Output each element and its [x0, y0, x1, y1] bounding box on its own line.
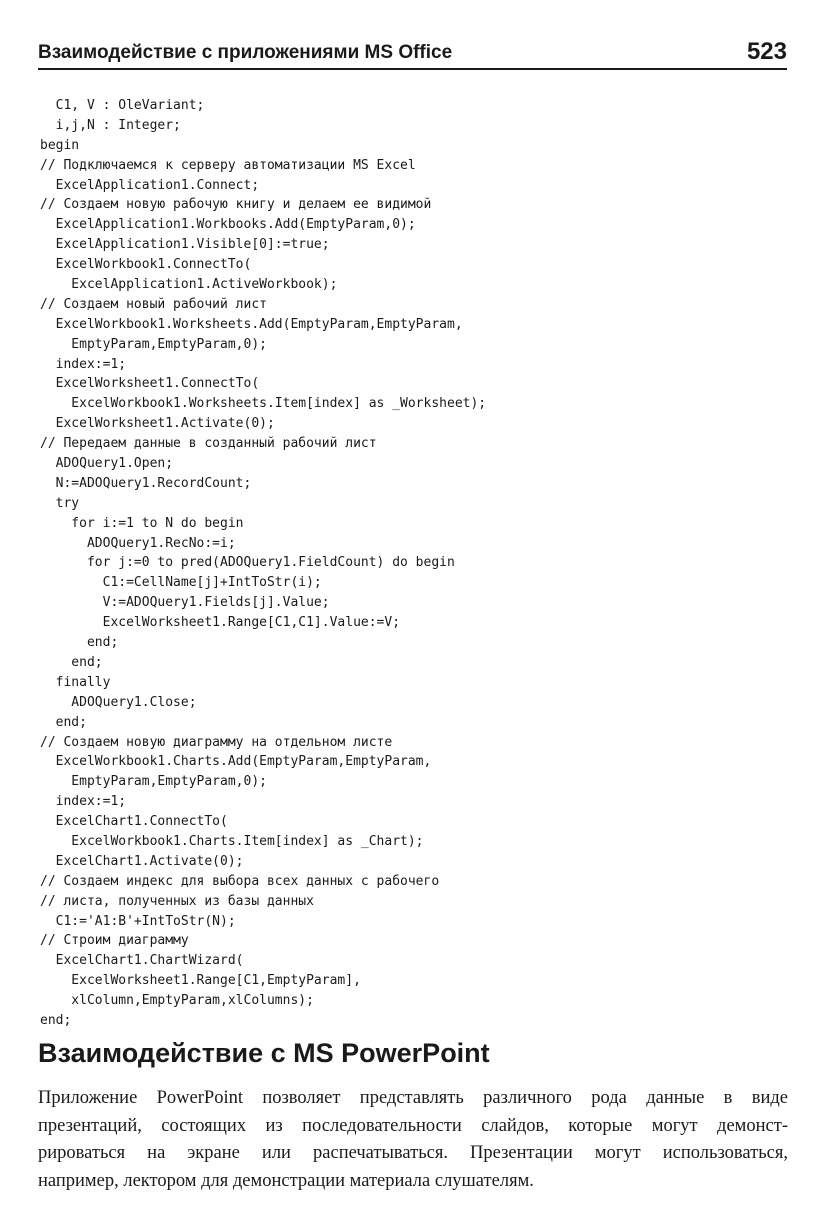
code-line: ExcelWorksheet1.ConnectTo( [40, 376, 260, 392]
paragraph-line: Приложение PowerPoint позволяет представлять различного рода данные в виде [38, 1088, 788, 1108]
code-line: ExcelWorkbook1.ConnectTo( [40, 257, 252, 273]
code-line: finally [40, 674, 111, 690]
code-line: ExcelWorksheet1.Activate(0); [40, 416, 275, 432]
code-line: for i:=1 to N do begin [40, 515, 244, 531]
code-line: EmptyParam,EmptyParam,0); [40, 774, 267, 790]
running-header [38, 38, 787, 70]
code-line: index:=1; [40, 356, 127, 372]
code-line: ExcelApplication1.Workbooks.Add(EmptyParam,0); [40, 217, 416, 233]
code-line: ExcelWorkbook1.Charts.Add(EmptyParam,EmptyParam, [40, 754, 432, 770]
code-line: // Создаем новую рабочую книгу и делаем ее видимой [40, 197, 432, 213]
paragraph-line: например, лектором для демонстрации материала слушателям. [38, 1170, 534, 1191]
code-line: // листа, полученных из базы данных [40, 893, 314, 909]
code-line: ExcelApplication1.Visible[0]:=true; [40, 237, 330, 253]
section-heading: Взаимодействие с MS PowerPoint [38, 1038, 490, 1068]
code-line: // Подключаемся к серверу автоматизации MS Excel [40, 157, 416, 173]
code-line: N:=ADOQuery1.RecordCount; [40, 475, 252, 491]
paragraph-line: презентаций, состоящих из последовательности слайдов, которые могут демонст- [38, 1115, 788, 1136]
code-line: ExcelChart1.ChartWizard( [40, 953, 244, 969]
paragraph-line: рироваться на экране или распечатываться. Презентации могут использоваться, [38, 1143, 788, 1163]
code-line: V:=ADOQuery1.Fields[j].Value; [40, 595, 330, 611]
code-line: ExcelApplication1.Connect; [40, 177, 260, 193]
body-paragraph [38, 1085, 788, 1195]
code-line: C1:='A1:B'+IntToStr(N); [40, 913, 236, 929]
code-line: // Передаем данные в созданный рабочий лист [40, 436, 377, 452]
code-line: ExcelChart1.ConnectTo( [40, 814, 228, 830]
code-line: try [40, 495, 80, 511]
code-line: i,j,N : Integer; [40, 117, 181, 133]
code-line: ExcelChart1.Activate(0); [40, 853, 244, 869]
code-line: ExcelWorkbook1.Worksheets.Add(EmptyParam,EmptyParam, [40, 316, 463, 332]
code-line: for j:=0 to pred(ADOQuery1.FieldCount) do begin [40, 555, 455, 571]
code-line: ExcelWorkbook1.Worksheets.Item[index] as _Worksheet); [40, 396, 487, 412]
page-number: 523 [746, 38, 787, 65]
code-line: // Создаем индекс для выбора всех данных с рабочего [40, 873, 440, 889]
code-line: begin [40, 137, 80, 153]
code-line: ExcelWorksheet1.Range[C1,C1].Value:=V; [40, 615, 401, 631]
code-line: EmptyParam,EmptyParam,0); [40, 336, 267, 352]
code-line: C1:=CellName[j]+IntToStr(i); [40, 575, 322, 591]
code-line: ADOQuery1.RecNo:=i; [40, 535, 236, 551]
code-line: end; [40, 635, 119, 651]
code-line: ExcelApplication1.ActiveWorkbook); [40, 277, 338, 293]
code-line: ADOQuery1.Close; [40, 694, 197, 710]
code-line: // Строим диаграмму [40, 933, 189, 949]
code-line: end; [40, 654, 103, 670]
code-line: xlColumn,EmptyParam,xlColumns); [40, 993, 314, 1009]
code-line: C1, V : OleVariant; [40, 98, 205, 113]
code-line: ADOQuery1.Open; [40, 456, 174, 472]
code-line: // Создаем новый рабочий лист [40, 296, 267, 312]
code-line: index:=1; [40, 794, 127, 810]
code-line: ExcelWorksheet1.Range[C1,EmptyParam], [40, 973, 361, 989]
code-line: // Создаем новую диаграмму на отдельном листе [40, 734, 393, 750]
running-header-title: Взаимодействие с приложениями MS Office [38, 42, 453, 63]
code-listing [40, 96, 800, 1031]
code-line: end; [40, 1012, 72, 1028]
code-line: end; [40, 714, 87, 730]
code-line: ExcelWorkbook1.Charts.Item[index] as _Chart); [40, 833, 424, 849]
